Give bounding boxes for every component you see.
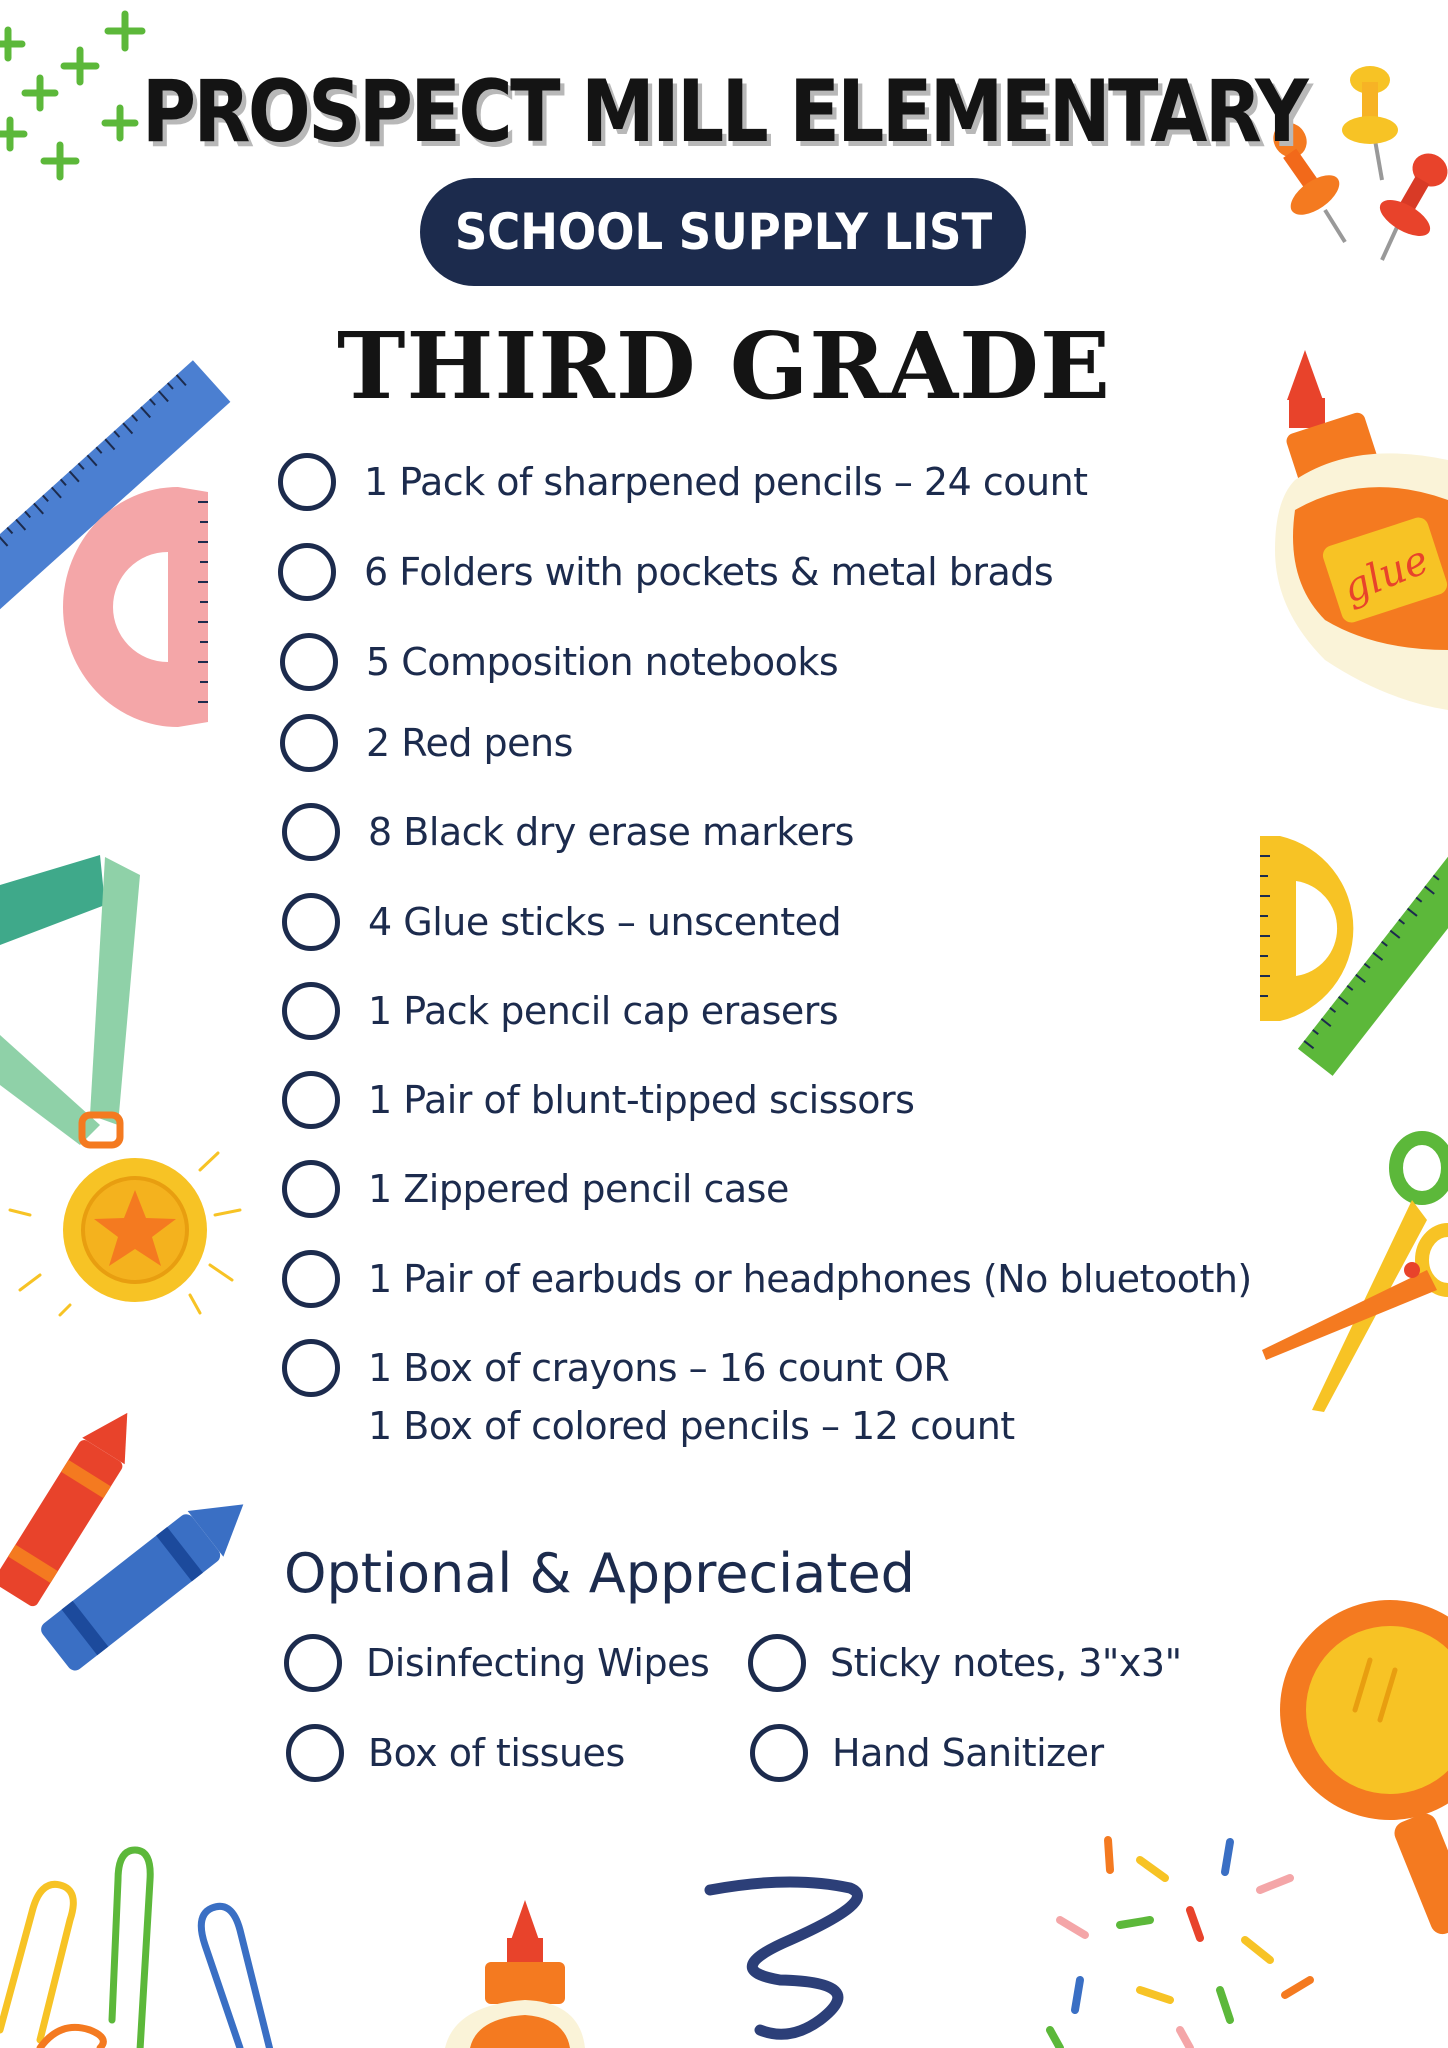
optional-item[interactable] <box>284 1634 709 1692</box>
supply-item[interactable] <box>280 633 838 691</box>
checkbox-circle[interactable] <box>278 543 336 601</box>
glue-bottle-icon <box>415 1900 585 2048</box>
crayons-icon <box>0 1410 240 1650</box>
scissors-icon <box>1262 1130 1448 1420</box>
protractor-icon <box>58 482 218 732</box>
checkbox-circle[interactable] <box>282 1160 340 1218</box>
supply-list-label: SCHOOL SUPPLY LIST <box>454 203 992 261</box>
supply-item[interactable] <box>280 714 573 772</box>
supply-item-label: 1 Pack of sharpened pencils – 24 count <box>364 460 1088 504</box>
checkbox-circle[interactable] <box>282 1071 340 1129</box>
supply-item[interactable] <box>282 1250 1252 1308</box>
checkbox-circle[interactable] <box>282 1339 340 1397</box>
checkbox-circle[interactable] <box>282 803 340 861</box>
optional-heading: Optional & Appreciated <box>284 1542 915 1605</box>
checkbox-circle[interactable] <box>282 1250 340 1308</box>
supply-item-label: 1 Pair of blunt-tipped scissors <box>368 1078 915 1122</box>
optional-item-label: Sticky notes, 3"x3" <box>830 1641 1182 1685</box>
checkbox-circle[interactable] <box>278 453 336 511</box>
supply-item-label: 1 Pack pencil cap erasers <box>368 989 839 1033</box>
supply-item-label: 1 Pair of earbuds or headphones (No bluetooth) <box>368 1257 1252 1301</box>
scribble-icon <box>700 1870 900 2048</box>
supply-item[interactable] <box>282 893 841 951</box>
optional-item-label: Disinfecting Wipes <box>366 1641 710 1685</box>
supply-item[interactable] <box>282 803 854 861</box>
checkbox-circle[interactable] <box>284 1634 342 1692</box>
paper-clips-icon <box>0 1820 300 2048</box>
supply-item-label: 8 Black dry erase markers <box>368 810 854 854</box>
optional-item[interactable] <box>750 1724 1104 1782</box>
optional-item-label: Hand Sanitizer <box>832 1731 1104 1775</box>
supply-list-banner <box>420 178 1026 286</box>
supply-item-label: 5 Composition notebooks <box>366 640 839 684</box>
supply-item-label: 6 Folders with pockets & metal brads <box>364 550 1054 594</box>
checkbox-circle[interactable] <box>280 714 338 772</box>
supply-item-label <box>368 1339 1015 1455</box>
checkbox-circle[interactable] <box>748 1634 806 1692</box>
supply-item-label: 2 Red pens <box>366 721 573 765</box>
sprinkles-icon <box>1030 1830 1330 2048</box>
grade-title: THIRD GRADE <box>337 312 1111 420</box>
supply-item[interactable] <box>282 1071 914 1129</box>
optional-item-label: Box of tissues <box>368 1731 625 1775</box>
supply-item[interactable] <box>278 543 1053 601</box>
checkbox-circle[interactable] <box>286 1724 344 1782</box>
supply-item[interactable] <box>278 453 1088 511</box>
checkbox-circle[interactable] <box>282 982 340 1040</box>
checkbox-circle[interactable] <box>282 893 340 951</box>
supply-item-label: 4 Glue sticks – unscented <box>368 900 842 944</box>
medal-icon <box>0 835 240 1315</box>
supply-item[interactable] <box>282 1339 1015 1455</box>
supply-item[interactable] <box>282 1160 789 1218</box>
supply-item[interactable] <box>282 982 838 1040</box>
optional-item[interactable] <box>748 1634 1182 1692</box>
supply-item-label-line1: 1 Box of crayons – 16 count OR <box>368 1346 950 1390</box>
school-name: PROSPECT MILL ELEMENTARY <box>141 62 1307 162</box>
supply-item-label-line2: 1 Box of colored pencils – 12 count <box>368 1404 1015 1448</box>
optional-item[interactable] <box>286 1724 625 1782</box>
checkbox-circle[interactable] <box>280 633 338 691</box>
checkbox-circle[interactable] <box>750 1724 808 1782</box>
protractor-icon <box>1260 836 1448 1096</box>
glue-label: glue <box>1336 536 1436 613</box>
supply-item-label: 1 Zippered pencil case <box>368 1167 789 1211</box>
